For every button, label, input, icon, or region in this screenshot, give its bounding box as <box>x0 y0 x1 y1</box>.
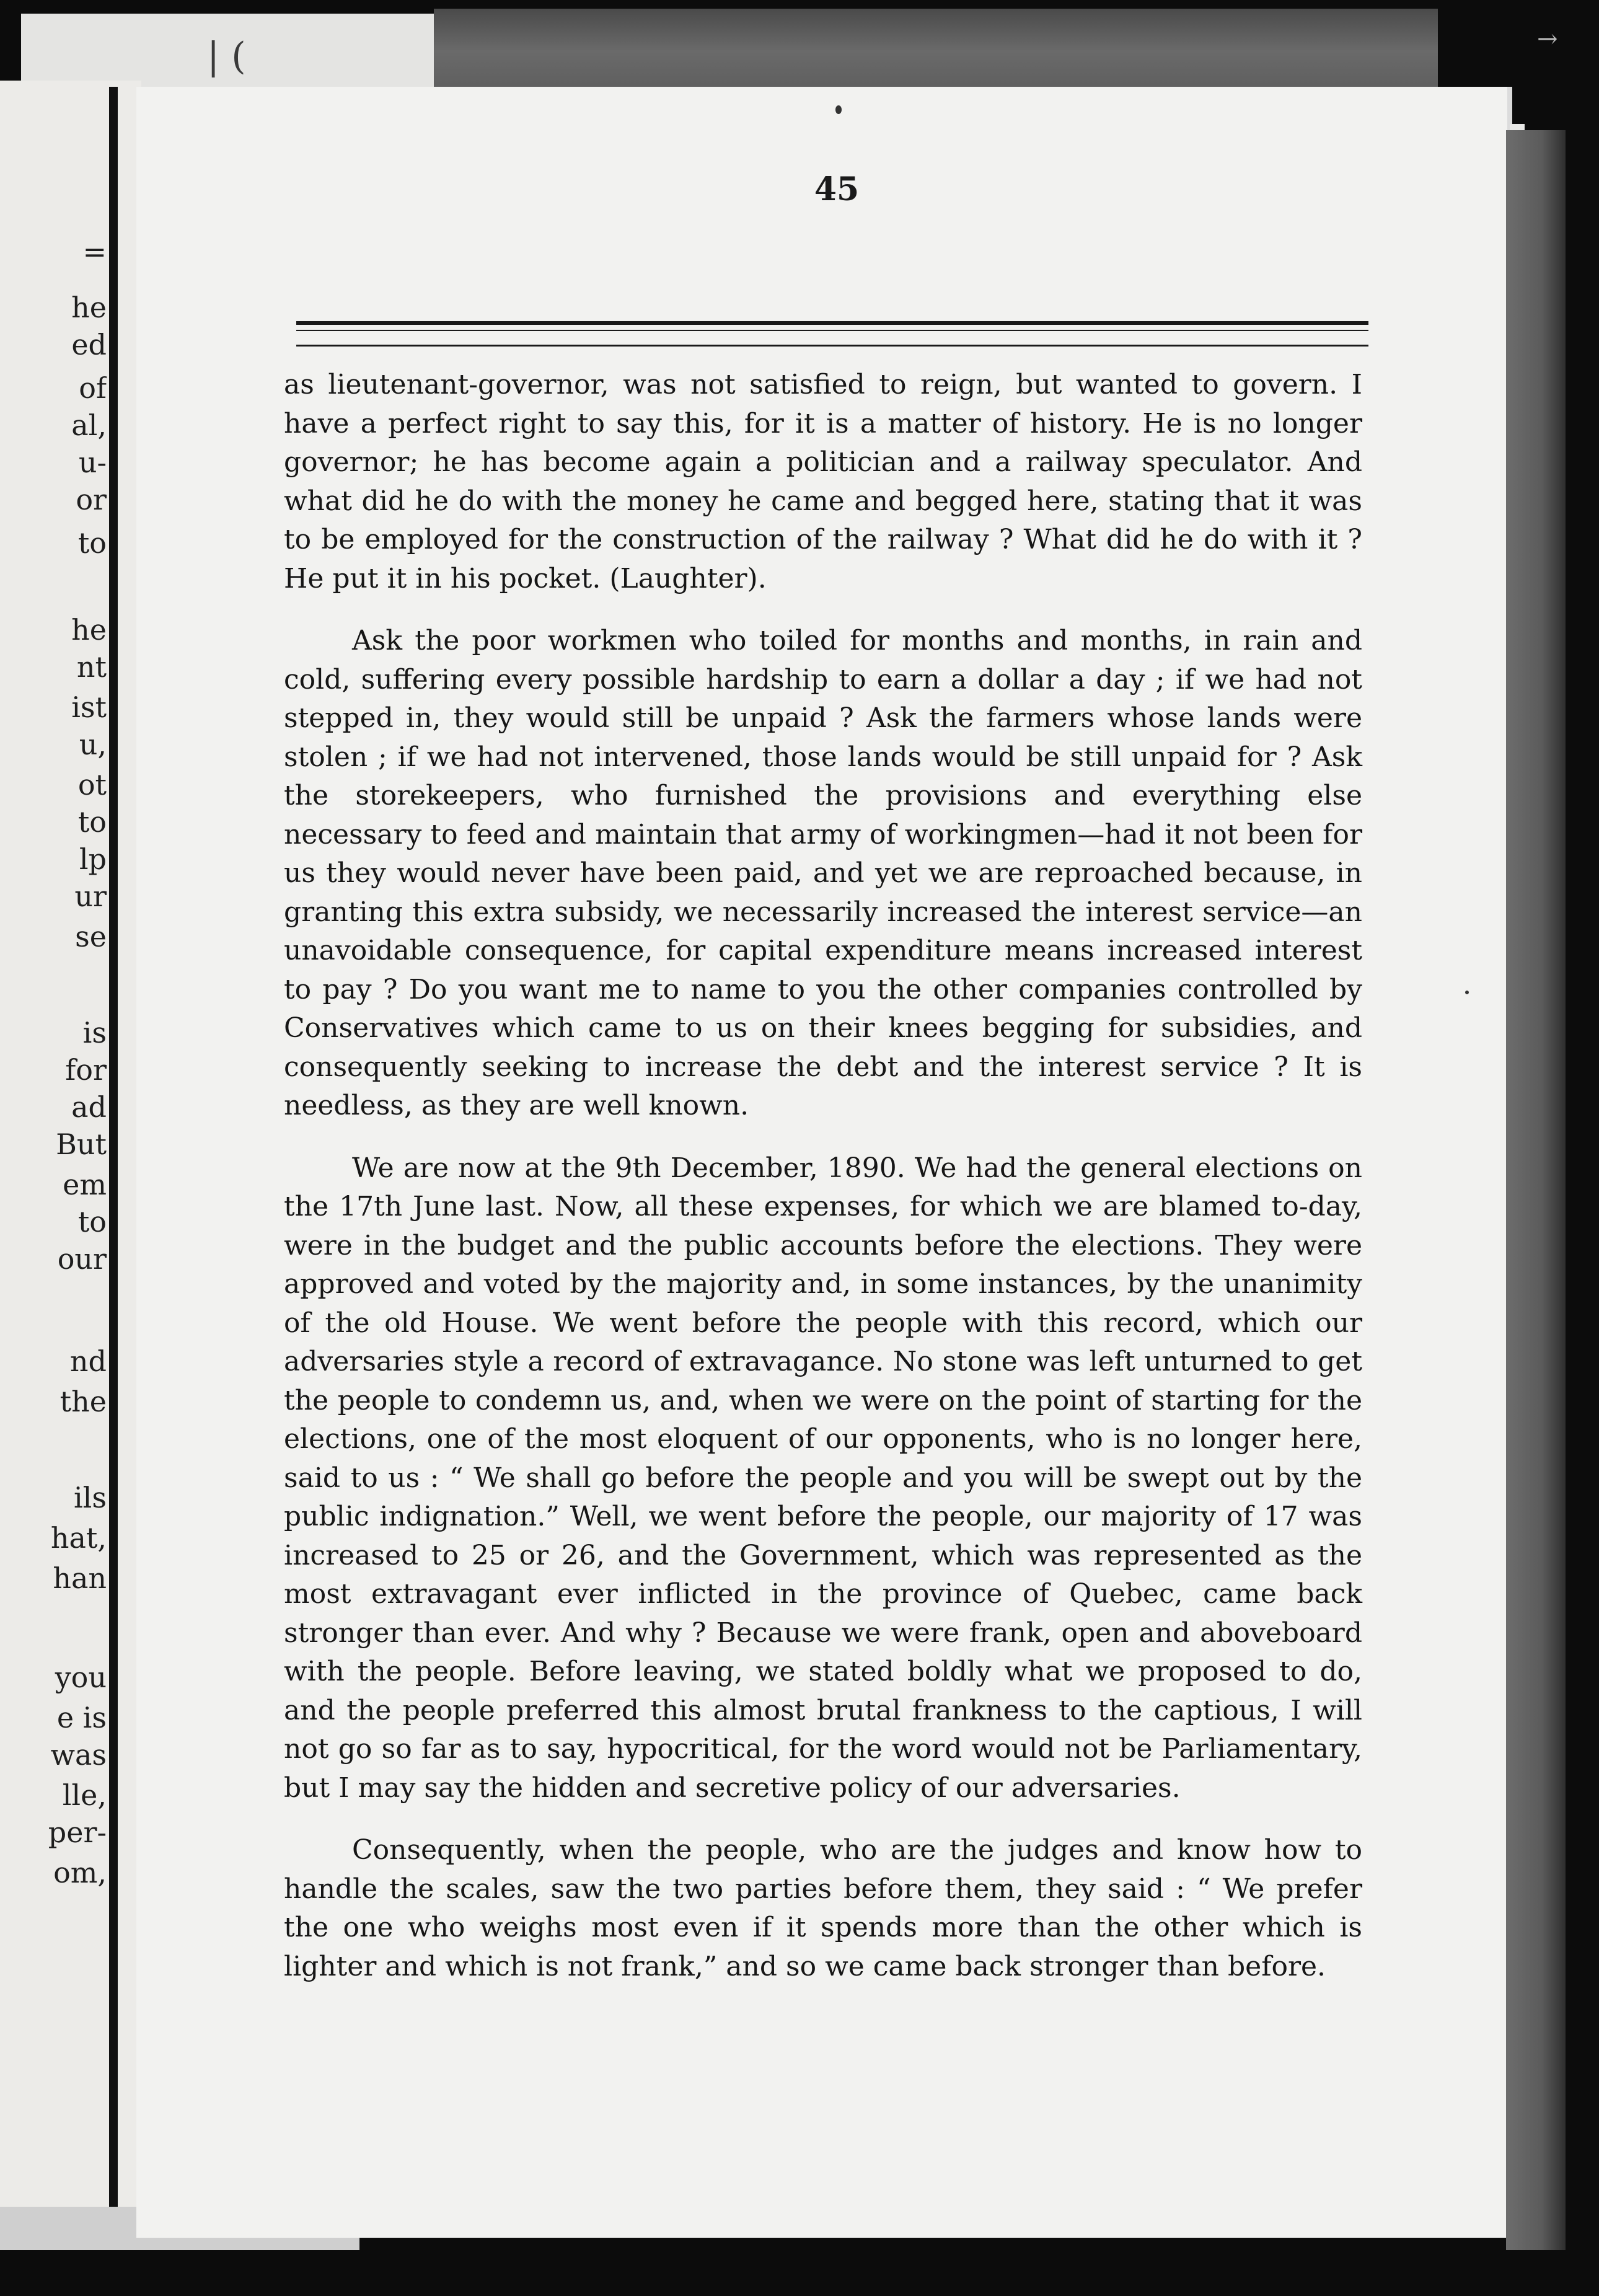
left-page-fragment: you <box>55 1661 107 1693</box>
left-page-fragment: ist <box>71 691 107 723</box>
page-edge-shadow <box>1506 130 1566 2250</box>
left-page-fragment: al, <box>71 409 107 441</box>
left-page-fragment: he <box>71 614 107 646</box>
left-page-fragment: ur <box>74 880 107 912</box>
left-page-text-fragments <box>0 81 141 2213</box>
left-page-fragment: per- <box>48 1816 107 1848</box>
left-page-fragment: of <box>79 372 107 404</box>
left-page-fragment: han <box>53 1562 107 1594</box>
paragraph-1: as lieutenant-governor, was not satisfied to reign, but wanted to govern. I have a perfect right to say this, for it is a matter of history. He is no longer governor; he has become again a politician and a railway speculator. And what did he do with the money he came and begged here, stating that it was to be employed for the construction of the railway ? What did he do with it ? He put it in his pocket. (Laughter). <box>284 369 1362 594</box>
pencil-mark: | ( <box>207 35 246 78</box>
left-page-fragment: lp <box>79 843 107 875</box>
left-page-fragment: om, <box>53 1857 107 1889</box>
left-page-fragment: nd <box>69 1345 107 1377</box>
body-text <box>284 366 1362 1986</box>
left-neighbor-page <box>0 81 141 2213</box>
left-page-fragment: em <box>63 1168 107 1201</box>
left-page-fragment: hat, <box>50 1522 107 1554</box>
header-rule <box>296 321 1368 325</box>
left-page-fragment: to <box>77 527 107 559</box>
left-page-fragment: is <box>82 1017 107 1049</box>
left-page-fragment: ot <box>77 769 107 801</box>
left-page-fragment: = <box>82 236 107 268</box>
left-page-fragment: u- <box>78 446 107 479</box>
ink-speck <box>835 105 842 114</box>
page-number: 45 <box>814 170 860 208</box>
left-page-fragment: u, <box>79 728 107 761</box>
left-page-fragment: ad <box>71 1091 107 1123</box>
paragraph-3: We are now at the 9th December, 1890. We had the general elections on the 17th June last. Now, all these expenses, for which we are blamed to-day, were in the budget and the public accounts before the elections. They were approved and voted by the majority and, in some instances, by the unanimity of the old House. We went before the people with this record, which our adversaries style a record of extravagance. No stone was left unturned to get the people to condemn us, and, when we were on the point of starting for the elections, one of the most eloquent of our opponents, who is no longer here, said to us : “ We shall go before the people and you will be swept out by the public indignation.” Well, we went before the people, our majority of 17 was increased to 25 or 26, and the Government, which was represented as the most extravagant ever inflicted in the province of Quebec, came back stronger than ever. And why ? Because we were frank, open and aboveboard with the people. Before leaving, we stated boldly what we proposed to do, and the people preferred this almost brutal frankness to the captious, I will not go so far as to say, hypocritical, for the word would not be Parliamentary, but I may say the hidden and secretive policy of our adversaries. <box>284 1152 1362 1804</box>
left-page-fragment: se <box>75 921 107 953</box>
left-page-fragment: to <box>77 806 107 838</box>
top-label-strip <box>21 14 436 87</box>
paragraph-4: Consequently, when the people, who are the judges and know how to handle the scales, saw the two parties before them, they said : “ We prefer the one who weighs most even if it spends more than the other which is lighter and which is not frank,” and so we came back stronger than before. <box>284 1834 1362 1982</box>
ink-speck <box>1465 991 1469 994</box>
left-page-fragment: the <box>59 1385 107 1418</box>
left-page-fragment: he <box>71 291 107 324</box>
header-rule-lower <box>296 345 1368 347</box>
left-page-fragment: But <box>56 1128 107 1160</box>
left-page-fragment: lle, <box>62 1779 107 1811</box>
left-page-fragment: ed <box>71 329 107 361</box>
left-page-fragment: ils <box>73 1481 107 1514</box>
left-page-fragment: nt <box>76 651 107 683</box>
left-page-fragment: was <box>50 1739 107 1771</box>
left-page-fragment: e is <box>56 1702 107 1734</box>
header-rule-thin <box>296 330 1368 331</box>
left-page-fragment: to <box>77 1206 107 1238</box>
left-page-fragment: our <box>57 1243 107 1275</box>
arrow-icon: → <box>1537 25 1558 53</box>
left-page-fragment: or <box>76 483 107 516</box>
paragraph-2: Ask the poor workmen who toiled for months and months, in rain and cold, suffering every possible hardship to earn a dollar a day ; if we had not stepped in, they would still be unpaid ? Ask the farmers whose lands were stolen ; if we had not intervened, those lands would be still unpaid for ? Ask the storekeepers, who furnished the provisions and everything else necessary to feed and maintain that army of workingmen—had it not been for us they would never have been paid, and yet we are reproached because, in granting this extra subsidy, we necessarily increased the interest service—an unavoidable consequence, for capital expenditure means increased interest to pay ? Do you want me to name to you the other companies controlled by Conservatives which came to us on their knees begging for subsidies, and consequently seeking to increase the debt and the interest service ? It is needless, as they are well known. <box>284 625 1362 1121</box>
binding-gutter-line <box>109 87 118 2207</box>
left-page-fragment: for <box>65 1054 107 1086</box>
